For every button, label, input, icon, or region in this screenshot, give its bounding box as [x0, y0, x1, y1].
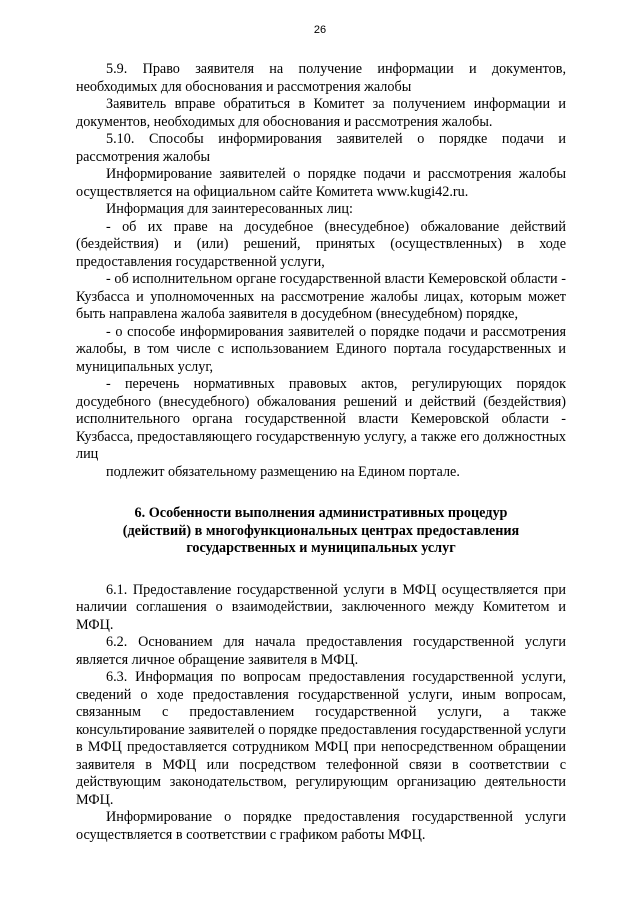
list-item-appeal-right: - об их праве на досудебное (внесудебное) обжалование действий (бездействия) и (или) решений, принятых (осуществленных) в ходе предоставления государственной услуги,: [76, 218, 566, 270]
paragraph-5-10-body: Информирование заявителей о порядке подачи и рассмотрения жалобы осуществляется на официальном сайте Комитета www.kugi42.ru.: [76, 166, 566, 200]
paragraph-5-9-body: Заявитель вправе обратиться в Комитет за получением информации и документов, необходимых для обоснования и рассмотрения жалобы.: [76, 96, 566, 130]
paragraph-6-2: 6.2. Основанием для начала предоставления государственной услуги является личное обращение заявителя в МФЦ.: [76, 634, 566, 668]
document-body: [76, 61, 566, 844]
section-5-complaints: [76, 61, 566, 481]
paragraph-6-1: 6.1. Предоставление государственной услуги в МФЦ осуществляется при наличии соглашения о взаимодействии, заключенного между Комитетом и МФЦ.: [76, 581, 566, 633]
paragraph-info-intro: Информация для заинтересованных лиц:: [106, 201, 353, 217]
heading-line: (действий) в многофункциональных центрах предоставления: [122, 522, 520, 539]
heading-line: 6. Особенности выполнения административных процедур: [134, 505, 508, 521]
heading-line: государственных и муниципальных услуг: [186, 540, 456, 556]
list-item-informing-method: - о способе информирования заявителей о порядке подачи и рассмотрения жалобы, в том числе с использованием Единого портала государственных и муниципальных услуг,: [76, 323, 566, 375]
section-6-heading: [76, 505, 566, 558]
section-6-mfc: [76, 582, 566, 845]
page-number: 26: [313, 24, 327, 36]
paragraph-5-9-title: 5.9. Право заявителя на получение информации и документов, необходимых для обоснования и рассмотрения жалобы: [76, 61, 566, 95]
paragraph-5-10-title: 5.10. Способы информирования заявителей о порядке подачи и рассмотрения жалобы: [76, 131, 566, 165]
paragraph-6-3: 6.3. Информация по вопросам предоставления государственной услуги, сведений о ходе предоставления государственной услуги, иным вопросам, связанным с предоставлением государственной услуги, а также консультирование заявителей о порядке предоставления государственной услуги в МФЦ предоставляется сотрудником МФЦ при непосредственном обращении заявителя в МФЦ или посредством телефонной связи в соответствии с действующим законодательством, регулирующим организацию деятельности МФЦ.: [76, 669, 566, 808]
list-item-executive-body: - об исполнительном органе государственной власти Кемеровской области - Кузбасса и уполномоченных на рассмотрение жалобы лицах, которым может быть направлена жалоба заявителя в досудебном (внесудебном) порядке,: [76, 271, 566, 322]
paragraph-portal-placement: подлежит обязательному размещению на Едином портале.: [106, 463, 460, 480]
list-item-legal-acts: - перечень нормативных правовых актов, регулирующих порядок досудебного (внесудебного) обжалования решений и действий (бездействия) исполнительного органа государственной власти Кемеровской области - Кузбасса, предоставляющего государственную услугу, а также его должностных лиц: [76, 376, 566, 462]
paragraph-mfc-schedule: Информирование о порядке предоставления государственной услуги осуществляется в соответствии с графиком работы МФЦ.: [76, 809, 566, 843]
